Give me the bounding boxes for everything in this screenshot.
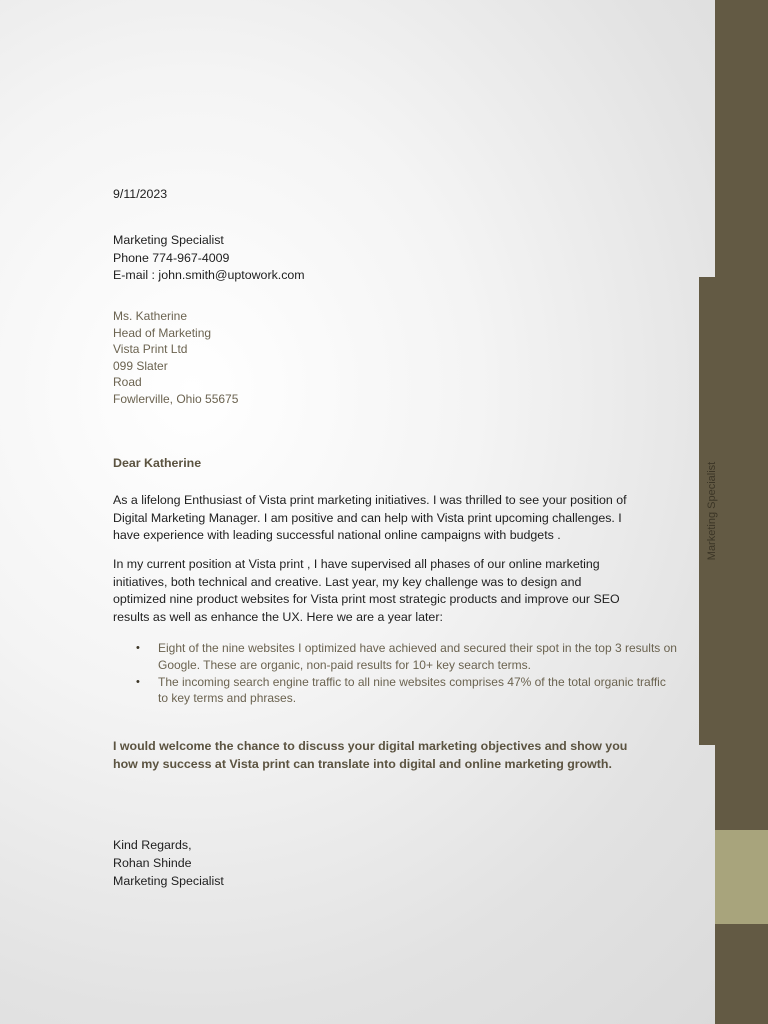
recipient-street-2: Road (113, 375, 142, 390)
signoff-block (113, 836, 224, 890)
sender-email: E-mail : john.smith@uptowork.com (113, 268, 305, 282)
paragraph-intro: As a lifelong Enthusiast of Vista print marketing initiatives. I was thrilled to see your position of Digital Marketing Manager. I am positive and can help with Vista print upcoming challenges. I have experience with leading successful national online campaigns with budgets . (113, 493, 627, 542)
list-item (136, 640, 678, 674)
sender-block (113, 232, 305, 285)
recipient-street-1: 099 Slater (113, 358, 168, 373)
recipient-block (113, 308, 238, 408)
signoff-name: Rohan Shinde (113, 856, 192, 870)
paragraph-experience: In my current position at Vista print , I have supervised all phases of our online marketing initiatives, both technical and creative. Last year, my key challenge was to design and optimized nine product websites for Vista print most strategic products and improve our SEO results as well as enhance the UX. Here we are a year later: (113, 557, 620, 624)
greeting: Dear Katherine (113, 456, 202, 470)
recipient-position: Head of Marketing (113, 325, 212, 340)
recipient-name: Ms. Katherine (113, 309, 188, 323)
bullet-icon: • (136, 642, 140, 654)
achievement-list (113, 640, 678, 707)
sidebar-label: Marketing Specialist (706, 461, 718, 561)
letter-date: 9/11/2023 (113, 187, 168, 201)
recipient-city: Fowlerville, Ohio 55675 (113, 391, 239, 406)
recipient-company: Vista Print Ltd (113, 342, 188, 357)
list-item (136, 674, 678, 708)
list-item-text: Eight of the nine websites I optimized have achieved and secured their spot in the top 3 results on Google. These are organic, non-paid results for 10+ key search terms. (158, 641, 677, 672)
signoff-regards: Kind Regards, (113, 838, 192, 852)
closing-statement: I would welcome the chance to discuss your digital marketing objectives and show you how my success at Vista print can translate into digital and online marketing growth. (113, 739, 628, 771)
sender-phone: Phone 774-967-4009 (113, 250, 230, 265)
signoff-title: Marketing Specialist (113, 874, 224, 888)
sender-title: Marketing Specialist (113, 233, 224, 247)
sidebar-accent-block (715, 830, 768, 924)
list-item-text: The incoming search engine traffic to all nine websites comprises 47% of the total organic traffic to key terms and phrases. (158, 674, 666, 706)
bullet-icon: • (136, 675, 140, 688)
